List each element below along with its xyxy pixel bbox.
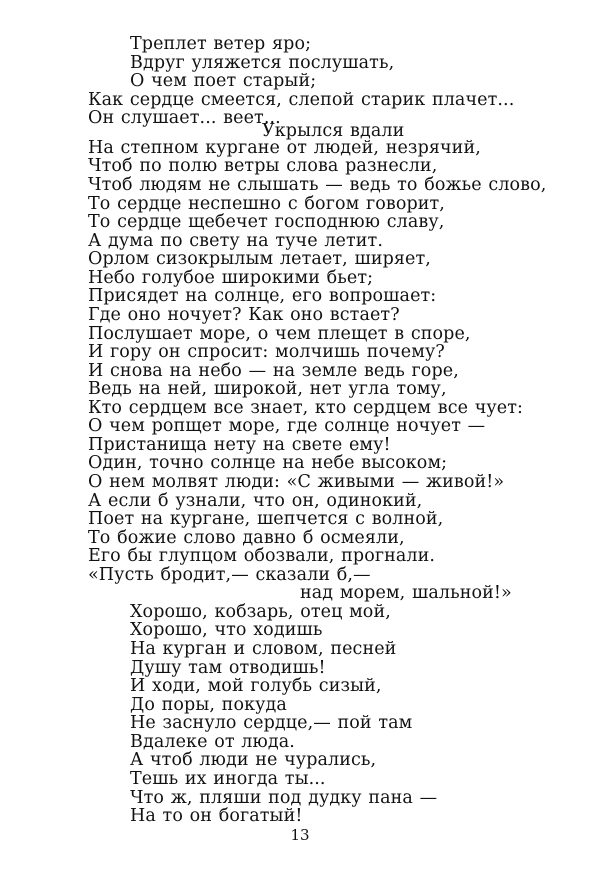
poem-line: На то он богатый!: [130, 806, 303, 826]
poem-line: Хорошо, кобзарь, отец мой,: [130, 602, 391, 622]
poem-line: А дума по свету на туче летит.: [88, 231, 383, 251]
poem-line: Что ж, пляши под дудку пана —: [130, 788, 438, 808]
poem-line: Его бы глупцом обозвали, прогнали.: [88, 546, 436, 566]
poem-line: Вдруг уляжется послушать,: [130, 53, 395, 73]
poem-line: Чтоб по полю ветры слова разнесли,: [88, 156, 438, 176]
poem-line: До поры, покуда: [130, 695, 287, 715]
poem-line: А чтоб люди не чурались,: [130, 750, 377, 770]
poem-line: Укрылся вдали: [262, 121, 405, 141]
poem-line: над морем, шальной!»: [300, 583, 512, 603]
poem-line: Как сердце смеется, слепой старик плачет...: [88, 90, 515, 110]
poem-line: Душу там отводишь!: [130, 658, 326, 678]
poem-line: Поет на кургане, шепчется с волной,: [88, 509, 444, 529]
poem-line: О чем ропщет море, где солнце ночует —: [88, 416, 486, 436]
poem-line: Пристанища нету на свете ему!: [88, 435, 391, 455]
poem-line: То божие слово давно б осмеяли,: [88, 528, 405, 548]
poem-line: Один, точно солнце на небе высоком;: [88, 453, 448, 473]
poem-line: Послушает море, о чем плещет в споре,: [88, 324, 471, 344]
poem-line: О чем поет старый;: [130, 71, 317, 91]
poem-line: Хорошо, что ходишь: [130, 620, 323, 640]
poem-line: Чтоб людям не слышать — ведь то божье слово,: [88, 175, 547, 195]
poem-line: Он слушает... веет...: [88, 108, 281, 128]
poem-line: То сердце неспешно с богом говорит,: [88, 194, 445, 214]
poem-line: И ходи, мой голубь сизый,: [130, 676, 382, 696]
poem-line: Небо голубое широкими бьет;: [88, 268, 374, 288]
poem-line: А если б узнали, что он, одинокий,: [88, 491, 423, 511]
page-number: 13: [290, 826, 310, 844]
poem-line: На степном кургане от людей, незрячий,: [88, 138, 481, 158]
poem-line: На курган и словом, песней: [130, 639, 397, 659]
poem-line: То сердце щебечет господнюю славу,: [88, 212, 445, 232]
poem-line: И снова на небо — на земле ведь горе,: [88, 361, 459, 381]
poem-line: Где оно ночует? Как оно встает?: [88, 305, 400, 325]
poem-line: «Пусть бродит,— сказали б,—: [88, 565, 371, 585]
poem-line: Орлом сизокрылым летает, ширяет,: [88, 249, 431, 269]
poem-line: Присядет на солнце, его вопрошает:: [88, 286, 437, 306]
poem-line: Кто сердцем все знает, кто сердцем все чует:: [88, 398, 524, 418]
poem-line: Тешь их иногда ты...: [130, 769, 326, 789]
poem-line: Ведь на ней, широкой, нет угла тому,: [88, 379, 447, 399]
poem-line: Вдалеке от люда.: [130, 732, 295, 752]
poem-line: Не заснуло сердце,— пой там: [130, 713, 413, 733]
poem-line: И гору он спросит: молчишь почему?: [88, 342, 445, 362]
poem-line: О нем молвят люди: «С живыми — живой!»: [88, 472, 505, 492]
poem-line: Треплет ветер яро;: [130, 34, 312, 54]
